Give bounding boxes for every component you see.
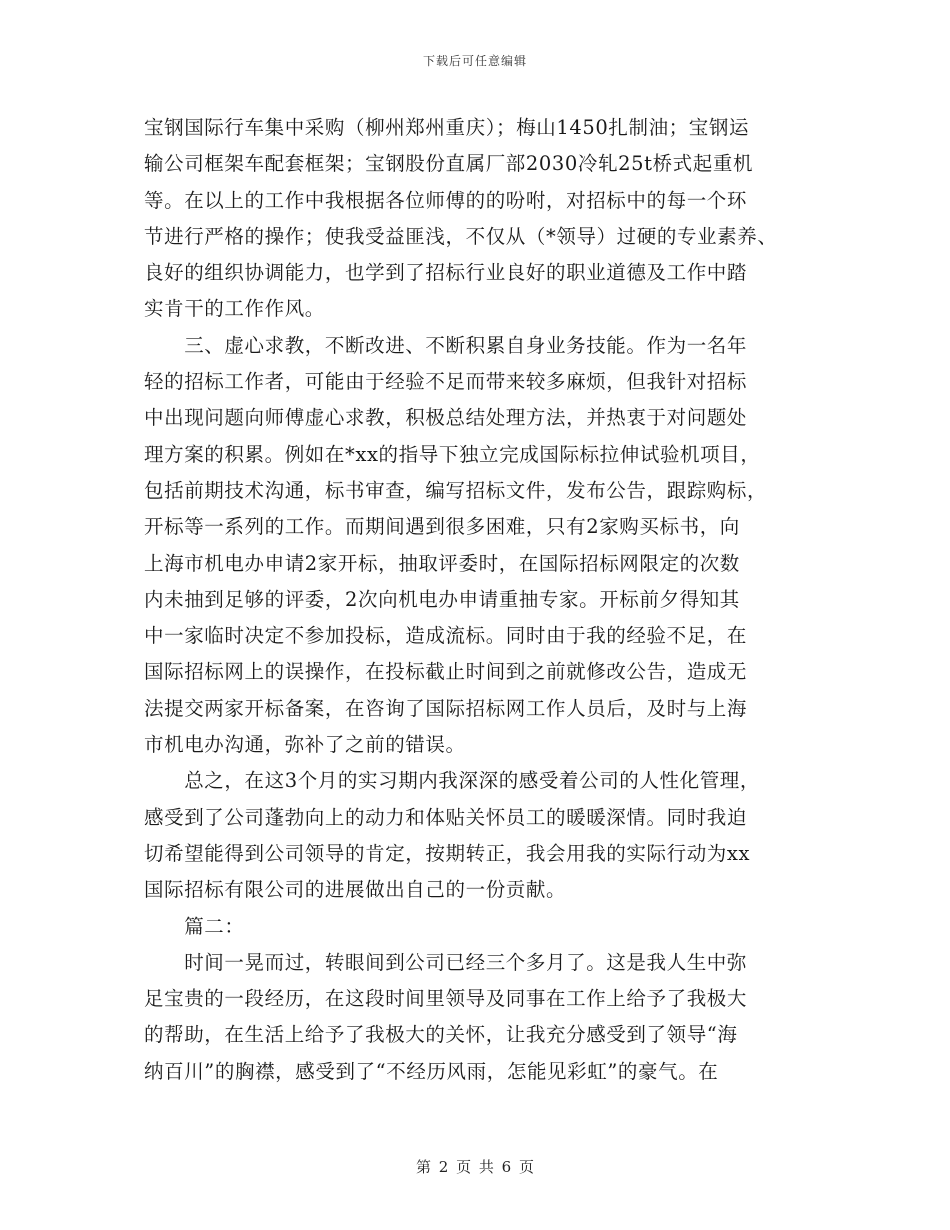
text-line: 三、虚心求教，不断改进、不断积累自身业务技能。作为一名年 (144, 333, 748, 357)
text-line: 纳百川”的胸襟，感受到了“不经历风雨，怎能见彩虹”的豪气。在 (144, 1059, 719, 1083)
text-line: 上海市机电办申请2家开标，抽取评委时，在国际招标网限定的次数 (144, 551, 740, 575)
section-heading: 篇二： (144, 914, 245, 938)
text-line: 良好的组织协调能力，也学到了招标行业良好的职业道德及工作中踏 (144, 261, 748, 285)
text-line: 足宝贵的一段经历，在这段时间里领导及同事在工作上给予了我极大 (144, 987, 748, 1011)
text-line: 感受到了公司蓬勃向上的动力和体贴关怀员工的暖暖深情。同时我迫 (144, 805, 748, 829)
text-line: 输公司框架车配套框架；宝钢股份直属厂部2030冷轧25t桥式起重机 (144, 152, 754, 176)
text-line: 内未抽到足够的评委，2次向机电办申请重抽专家。开标前夕得知其 (144, 587, 740, 611)
text-line: 等。在以上的工作中我根据各位师傅的的吩咐，对招标中的每一个环 (144, 188, 748, 212)
text-line: 中一家临时决定不参加投标，造成流标。同时由于我的经验不足，在 (144, 624, 748, 648)
text-line: 节进行严格的操作；使我受益匪浅，不仅从（*领导）过硬的专业素养、 (144, 224, 778, 248)
text-line: 包括前期技术沟通，标书审查，编写招标文件，发布公告，跟踪购标， (144, 478, 768, 502)
document-body (144, 110, 824, 1090)
text-line: 市机电办沟通，弥补了之前的错误。 (144, 733, 466, 757)
page-number-footer: 第 2 页 共 6 页 (416, 1158, 534, 1176)
text-line: 的帮助，在生活上给予了我极大的关怀，让我充分感受到了领导“海 (144, 1023, 738, 1047)
text-line: 轻的招标工作者，可能由于经验不足而带来较多麻烦，但我针对招标 (144, 370, 748, 394)
text-line: 时间一晃而过，转眼间到公司已经三个多月了。这是我人生中弥 (144, 950, 748, 974)
text-line: 总之，在这3个月的实习期内我深深的感受着公司的人性化管理， (144, 769, 761, 793)
text-line: 中出现问题向师傅虚心求教，积极总结处理方法，并热衷于对问题处 (144, 406, 748, 430)
text-line: 法提交两家开标备案，在咨询了国际招标网工作人员后，及时与上海 (144, 696, 748, 720)
text-line: 国际招标有限公司的进展做出自己的一份贡献。 (144, 878, 567, 902)
text-line: 切希望能得到公司领导的肯定，按期转正，我会用我的实际行动为xx (144, 841, 751, 865)
text-line: 开标等一系列的工作。而期间遇到很多困难，只有2家购买标书，向 (144, 515, 740, 539)
text-line: 国际招标网上的误操作，在投标截止时间到之前就修改公告，造成无 (144, 660, 748, 684)
page-header: 下载后可任意编辑 (422, 54, 527, 68)
text-line: 实肯干的工作作风。 (144, 297, 325, 321)
text-line: 宝钢国际行车集中采购（柳州郑州重庆）；梅山1450扎制油；宝钢运 (144, 116, 750, 139)
text-line: 理方案的积累。例如在*xx的指导下独立完成国际标拉伸试验机项目， (144, 442, 761, 466)
